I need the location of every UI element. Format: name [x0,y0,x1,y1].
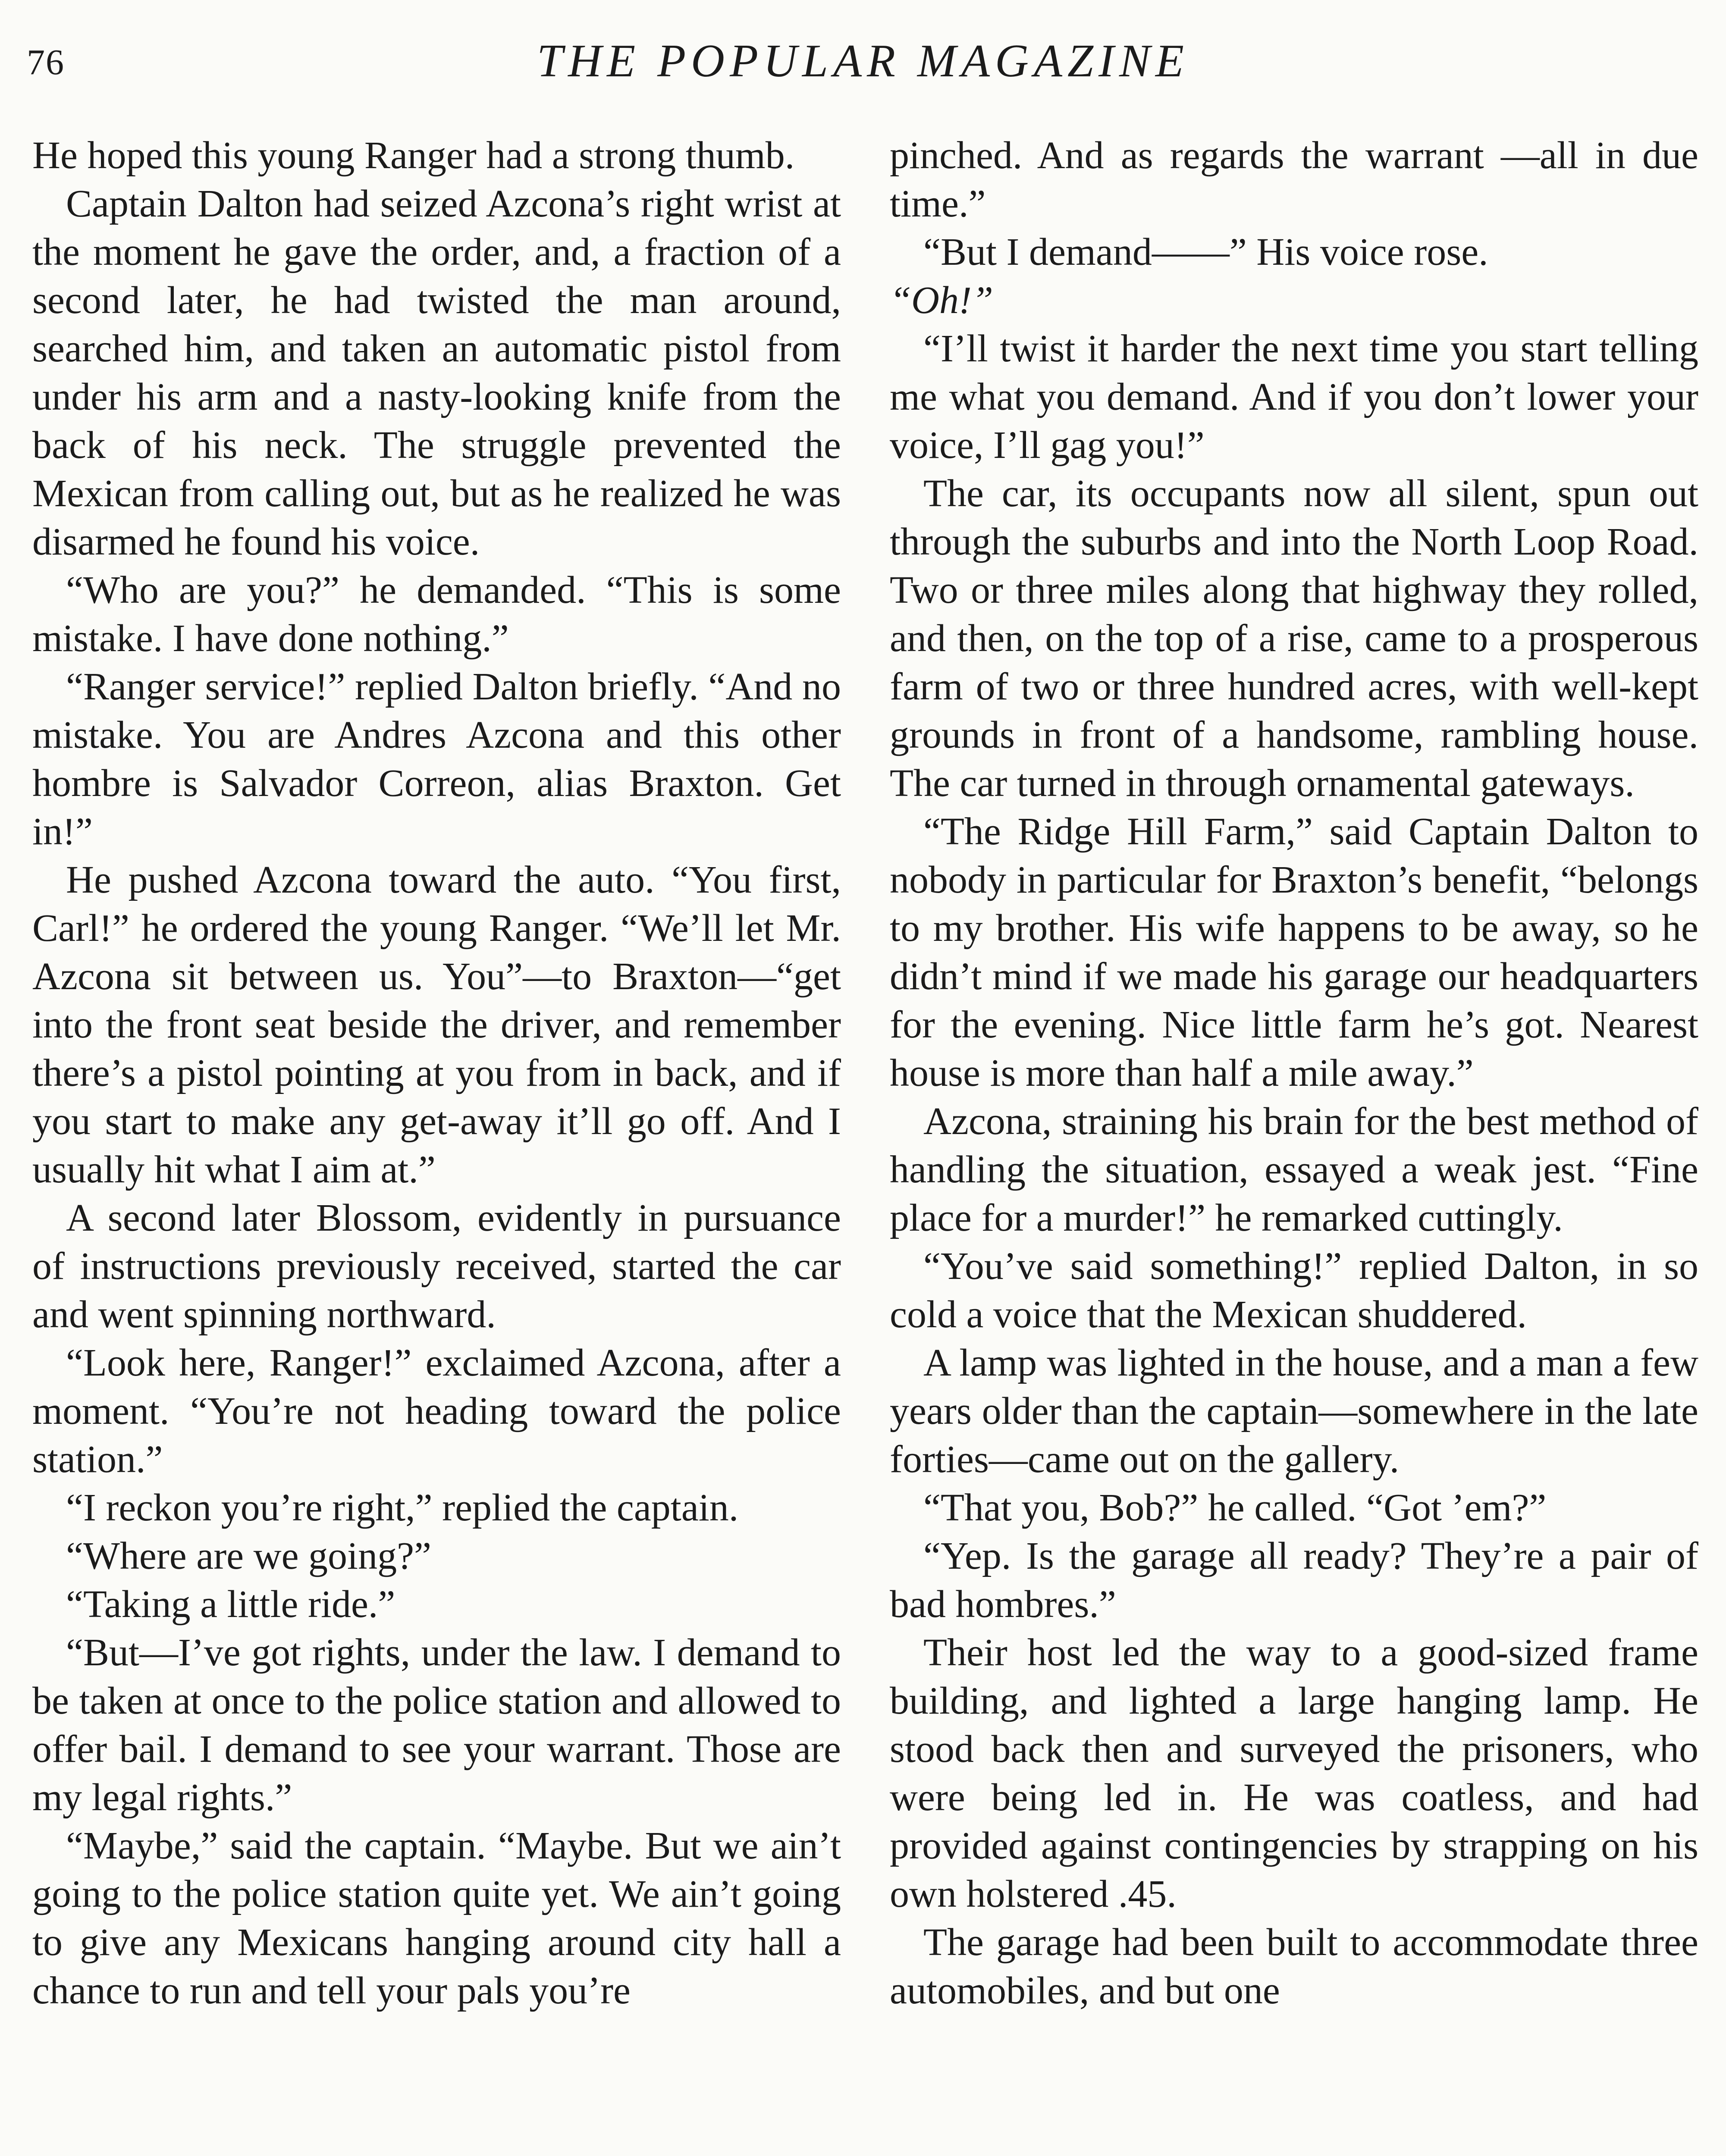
magazine-title: THE POPULAR MAGAZINE [537,35,1189,87]
paragraph: “But I demand——” His voice rose. [923,231,1488,273]
paragraph: “Look here, Ranger!” exclaimed Azcona, after a moment. “You’re not heading toward the police station.” [32,1341,841,1481]
paragraph: “Yep. Is the garage all ready? They’re a pair of bad hombres.” [890,1535,1698,1626]
paragraph: “I reckon you’re right,” replied the captain. [66,1486,739,1529]
paragraph: The garage had been built to accommodate three automobiles, and but one [890,1921,1698,2012]
paragraph: Captain Dalton had seized Azcona’s right wrist at the moment he gave the order, and, a fraction of a second later, he had twisted the man around, searched him, and taken an automatic pistol from under his arm and a nasty-looking knife from the back of his neck. The struggle prevented the Mexican from calling out, but as he realized he was disarmed he found his voice. [32,182,841,563]
paragraph: “Ranger service!” replied Dalton briefly. “And no mistake. You are Andres Azcona and this other hombre is Salvador Correon, alias Braxton. Get in!” [32,665,841,853]
paragraph: “You’ve said something!” replied Dalton, in so cold a voice that the Mexican shuddered. [890,1245,1698,1336]
paragraph: pinched. And as regards the warrant —all in due time.” [890,134,1698,225]
right-column [890,132,1698,2015]
paragraph: “I’ll twist it harder the next time you start telling me what you demand. And if you don’t lower your voice, I’ll gag you!” [890,327,1698,467]
paragraph: He hoped this young Ranger had a strong thumb. [32,134,795,177]
paragraph: “Who are you?” he demanded. “This is some mistake. I have done nothing.” [32,569,841,660]
paragraph: Their host led the way to a good-sized frame building, and lighted a large hanging lamp. He stood back then and surveyed the prisoners, who were being led in. He was coatless, and had provided against contingencies by strapping on his own holstered .45. [890,1631,1698,1915]
paragraph: Azcona, straining his brain for the best method of handling the situation, essayed a weak jest. “Fine place for a murder!” he remarked cuttingly. [890,1100,1698,1239]
paragraph: A second later Blossom, evidently in pursuance of instructions previously received, started the car and went spinning northward. [32,1197,841,1336]
paragraph: He pushed Azcona toward the auto. “You first, Carl!” he ordered the young Ranger. “We’ll let Mr. Azcona sit between us. You”—to Braxton—“get into the front seat beside the driver, and remember there’s a pistol pointing at you from in back, and if you start to make any get-away it’ll go off. And I usually hit what I aim at.” [32,859,841,1191]
paragraph: “The Ridge Hill Farm,” said Captain Dalton to nobody in particular for Braxton’s benefit, “belongs to my brother. His wife happens to be away, so he didn’t mind if we made his garage our headquarters for the evening. Nice little farm he’s got. Nearest house is more than half a mile away.” [890,810,1698,1094]
paragraph: “Taking a little ride.” [66,1583,395,1626]
paragraph: The car, its occupants now all silent, spun out through the suburbs and into the North Loop Road. Two or three miles along that highway they rolled, and then, on the top of a rise, came to a prosperous farm of two or three hundred acres, with well-kept grounds in front of a handsome, rambling house. The car turned in through ornamental gateways. [890,472,1698,805]
paragraph: “That you, Bob?” he called. “Got ’em?” [923,1486,1547,1529]
paragraph: A lamp was lighted in the house, and a man a few years older than the captain—somewhere in the late forties—came out on the gallery. [890,1341,1698,1481]
paragraph: “Maybe,” said the captain. “Maybe. But we ain’t going to the police station quite yet. We ain’t going to give any Mexicans hanging around city hall a chance to run and tell your pals you’re [32,1824,841,2012]
paragraph: “But—I’ve got rights, under the law. I demand to be taken at once to the police station and allowed to offer bail. I demand to see your warrant. Those are my legal rights.” [32,1631,841,1819]
left-column [32,132,841,2015]
paragraph: “Where are we going?” [66,1535,431,1577]
paragraph: “Oh!” [890,279,994,322]
page-number: 76 [27,42,65,82]
